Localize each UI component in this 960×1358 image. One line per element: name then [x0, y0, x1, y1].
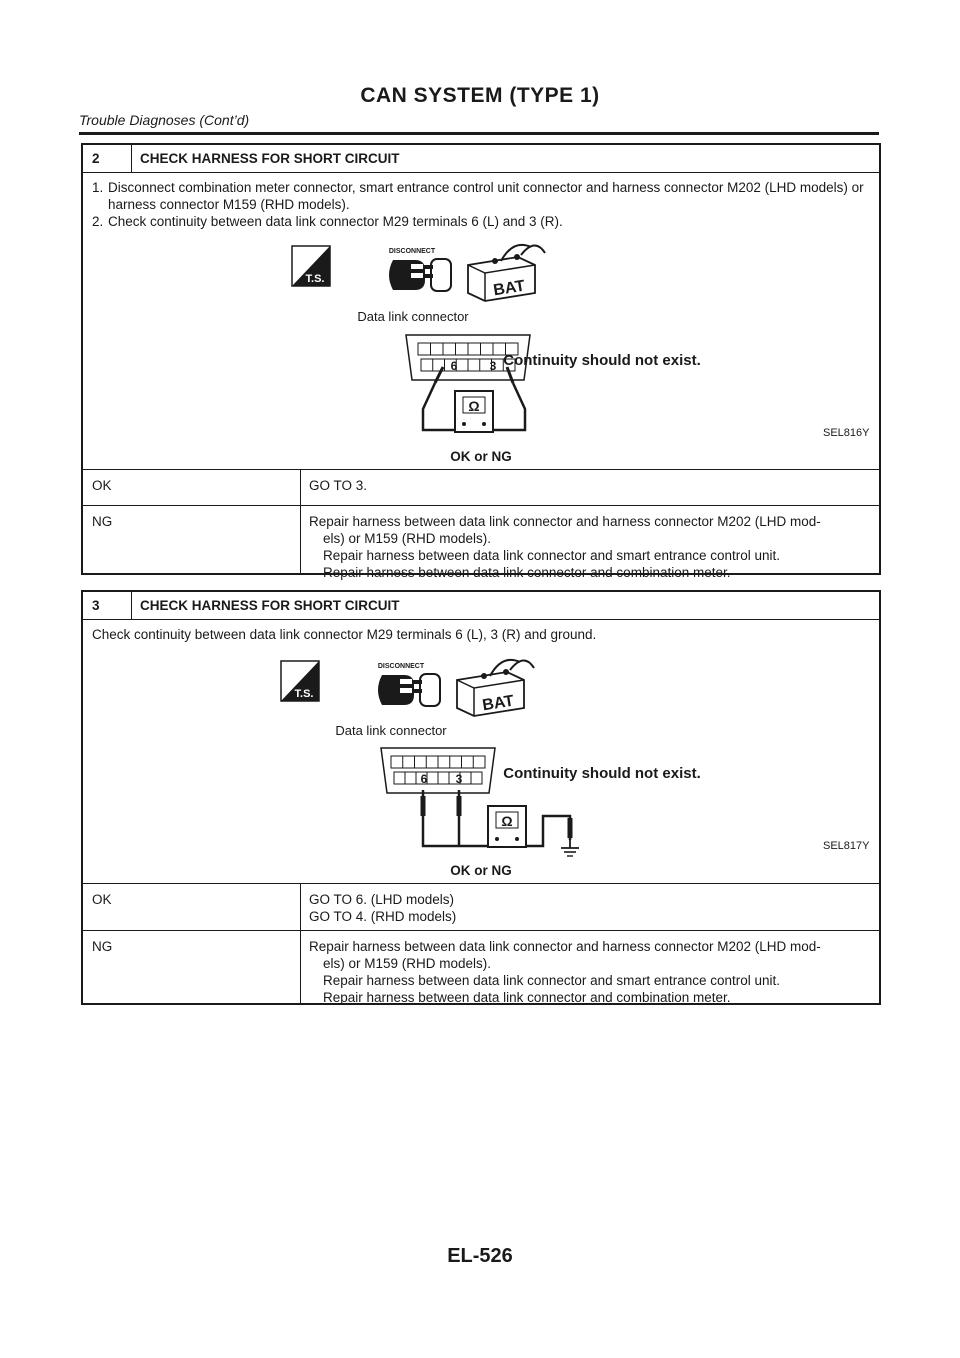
instruction-text: Check continuity between data link connector M29 terminals 6 (L), 3 (R) and ground.: [92, 627, 597, 642]
step-2-box: [81, 143, 881, 580]
instruction-text: Disconnect combination meter connector, smart entrance control unit connector and harness connector M202 (LHD models) or harness connector M159 (RHD models).: [108, 180, 864, 212]
ts-label: T.S.: [294, 688, 314, 700]
step-title: CHECK HARNESS FOR SHORT CIRCUIT: [140, 151, 400, 166]
instruction-1: [92, 626, 867, 643]
connector-label: Data link connector: [335, 723, 447, 738]
result-column-divider: [300, 931, 301, 1003]
page-header: [0, 0, 960, 140]
instruction-number: 1.: [92, 180, 104, 195]
result-row-ng: [83, 506, 879, 580]
ts-label: T.S.: [305, 273, 325, 285]
figure-caption: Continuity should not exist.: [503, 352, 701, 369]
step-2-header: [83, 145, 879, 173]
result-row-ng: [83, 931, 879, 1003]
instruction-2: [92, 213, 867, 230]
result-row-ok: [83, 884, 879, 931]
figure-code: SEL816Y: [823, 427, 870, 439]
step-3-header: [83, 592, 879, 620]
result-row-ok: [83, 470, 879, 506]
step-2-body: [83, 173, 879, 470]
disconnect-label: DISCONNECT: [377, 663, 425, 670]
result-column-divider: [300, 470, 301, 505]
ok-or-ng-label: OK or NG: [450, 863, 512, 878]
result-column-divider: [300, 884, 301, 930]
result-line: els) or M159 (RHD models).: [323, 531, 492, 546]
step-title: CHECK HARNESS FOR SHORT CIRCUIT: [140, 598, 400, 613]
instruction-1: [92, 179, 867, 213]
result-text: [309, 477, 869, 494]
battery-label: BAT: [481, 692, 516, 715]
disconnect-icon: [389, 248, 451, 291]
result-line: GO TO 6. (LHD models): [309, 892, 455, 907]
figure-code: SEL817Y: [823, 840, 870, 852]
page-subtitle: Trouble Diagnoses (Cont’d): [79, 112, 250, 128]
step-3-body: [83, 620, 879, 884]
battery-icon: [457, 660, 534, 716]
pin-label-a: 6: [420, 772, 428, 786]
disconnect-label: DISCONNECT: [388, 248, 436, 255]
ts-icon: [292, 246, 330, 286]
step-number: 2: [83, 145, 132, 172]
data-link-connector-diagram-1: [273, 235, 733, 435]
instruction-number: 2.: [92, 214, 104, 229]
result-column-divider: [300, 506, 301, 573]
result-text: [309, 938, 869, 1006]
figure-caption: Continuity should not exist.: [503, 765, 701, 782]
result-label: OK: [92, 892, 112, 907]
result-line: GO TO 3.: [309, 478, 368, 493]
result-label: NG: [92, 939, 113, 954]
page-title: CAN SYSTEM (TYPE 1): [360, 84, 600, 107]
ohmmeter-icon: [455, 391, 493, 432]
disconnect-icon: [378, 663, 440, 706]
result-line: els) or M159 (RHD models).: [323, 956, 492, 971]
instruction-text: Check continuity between data link connector M29 terminals 6 (L) and 3 (R).: [108, 214, 563, 229]
pin-label-a: 6: [450, 359, 458, 373]
ground-icon: [561, 840, 579, 856]
result-text: [309, 513, 869, 581]
result-label: OK: [92, 478, 112, 493]
step-number: 3: [83, 592, 132, 619]
connector-label: Data link connector: [357, 309, 469, 324]
step-3-box: [81, 590, 881, 1005]
data-link-connector: [381, 748, 495, 793]
result-label: NG: [92, 514, 113, 529]
result-text: [309, 891, 869, 925]
result-line: Repair harness between data link connector and combination meter.: [323, 990, 731, 1005]
pin-label-b: 3: [455, 772, 463, 786]
result-line: Repair harness between data link connector and combination meter.: [323, 565, 731, 580]
result-line: Repair harness between data link connector and smart entrance control unit.: [323, 973, 781, 988]
ts-icon: [281, 661, 319, 701]
ohmmeter-icon: [488, 806, 526, 847]
result-line: Repair harness between data link connector and smart entrance control unit.: [323, 548, 781, 563]
ok-or-ng-label: OK or NG: [450, 449, 512, 464]
data-link-connector-diagram-2: [273, 650, 733, 860]
result-line: Repair harness between data link connector and harness connector M202 (LHD mod-: [309, 939, 821, 954]
result-line: Repair harness between data link connector and harness connector M202 (LHD mod-: [309, 514, 821, 529]
ohm-symbol: Ω: [501, 813, 513, 829]
header-rule: [79, 132, 879, 135]
ohm-symbol: Ω: [468, 398, 480, 414]
result-line: GO TO 4. (RHD models): [309, 909, 457, 924]
battery-label: BAT: [492, 277, 527, 300]
battery-icon: [468, 245, 545, 301]
page-number: EL-526: [447, 1245, 513, 1267]
pin-label-b: 3: [489, 359, 497, 373]
